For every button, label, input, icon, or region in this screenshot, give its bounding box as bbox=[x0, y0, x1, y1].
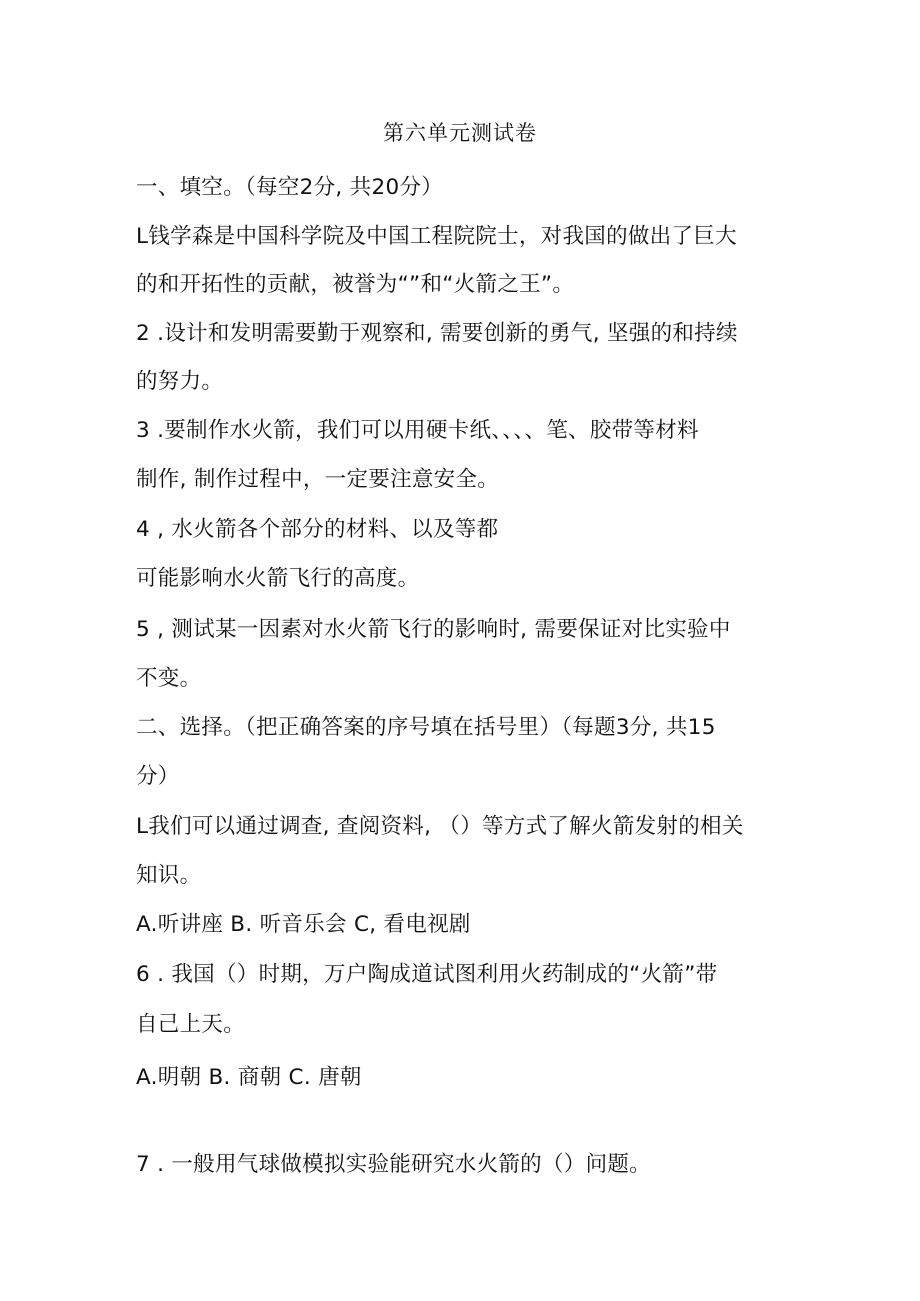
question-line: 不变。 bbox=[136, 666, 202, 691]
question-line: L钱学森是中国科学院及中国工程院院士，对我国的做出了巨大 bbox=[136, 224, 737, 249]
section-heading-multiple-choice: 分） bbox=[136, 764, 180, 789]
question-line: 自己上天。 bbox=[136, 1012, 246, 1037]
question-line: L我们可以通过调查, 查阅资料, （）等方式了解火箭发射的相关 bbox=[136, 814, 744, 839]
answer-options: A.听讲座 B. 听音乐会 C, 看电视剧 bbox=[136, 912, 471, 937]
question-line: 7 . 一般用气球做模拟实验能研究水火箭的（）问题。 bbox=[136, 1152, 651, 1177]
section-heading-multiple-choice: 二、选择。（把正确答案的序号填在括号里）（每题3分, 共15 bbox=[136, 715, 716, 740]
question-line: 制作, 制作过程中，一定要注意安全。 bbox=[136, 467, 500, 492]
question-line: 3 .要制作水火箭，我们可以用硬卡纸、、、、笔、胶带等材料 bbox=[136, 418, 699, 443]
question-line: 知识。 bbox=[136, 863, 202, 888]
question-line: 的努力。 bbox=[136, 369, 224, 394]
answer-options: A.明朝 B. 商朝 C. 唐朝 bbox=[136, 1065, 362, 1090]
section-heading-fill-blank: 一、填空。（每空2分, 共20分） bbox=[136, 175, 444, 200]
question-line: 2 .设计和发明需要勤于观察和, 需要创新的勇气, 坚强的和持续 bbox=[136, 321, 738, 346]
question-line: 5 , 测试某一因素对水火箭飞行的影响时, 需要保证对比实验中 bbox=[136, 617, 731, 642]
question-line: 4 , 水火箭各个部分的材料、以及等都 bbox=[136, 517, 499, 542]
page-title: 第六单元测试卷 bbox=[383, 121, 537, 145]
question-line: 可能影响水火箭飞行的高度。 bbox=[136, 566, 420, 591]
question-line: 6 . 我国（）时期，万户陶成道试图利用火药制成的“火箭”带 bbox=[136, 962, 718, 987]
question-line: 的和开拓性的贡献，被誉为“”和“火箭之王”。 bbox=[136, 272, 575, 297]
